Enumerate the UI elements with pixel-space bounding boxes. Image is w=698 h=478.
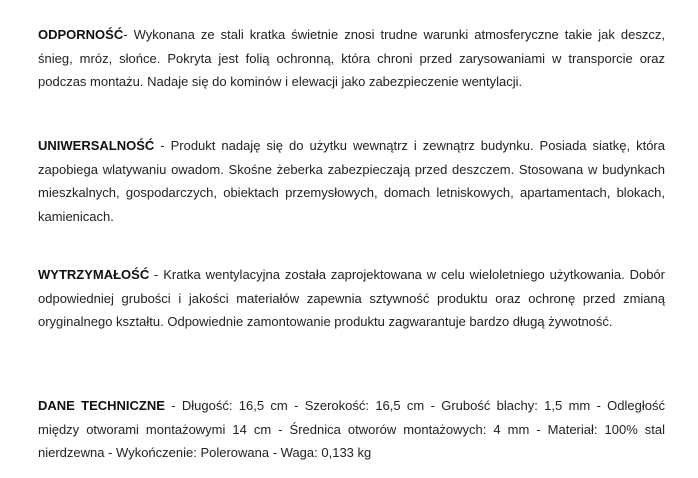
section-body: - Kratka wentylacyjna została zaprojektowana w celu wieloletniego użytkowania. Dobór odpowiedniej grubości i jakości materiałów zapewnia sztywność produktu oraz ochronę przed zmianą oryginalnego kształtu. Odpowiednie zamontowanie produktu zagwarantuje bardzo długą żywotność. xyxy=(38,267,665,329)
section-dane-techniczne xyxy=(38,394,665,465)
section-body: - Produkt nadaję się do użytku wewnątrz i zewnątrz budynku. Posiada siatkę, która zapobiega wlatywaniu owadom. Skośne żeberka zabezpieczają przed deszczem. Stosowana w budynkach mieszkalnych, gospodarczych, obiektach przemysłowych, domach letniskowych, apartamentach, blokach, kamienicach. xyxy=(38,138,665,224)
section-odpornosc xyxy=(38,23,665,94)
section-body: - Długość: 16,5 cm - Szerokość: 16,5 cm - Grubość blachy: 1,5 mm - Odległość między otworami montażowymi 14 cm - Średnica otworów montażowych: 4 mm - Materiał: 100% stal nierdzewna - Wykończenie: Polerowana - Waga: 0,133 kg xyxy=(38,398,665,460)
section-heading: ODPORNOŚĆ xyxy=(38,27,124,42)
section-heading: UNIWERSALNOŚĆ xyxy=(38,138,155,153)
section-body: - Wykonana ze stali kratka świetnie znosi trudne warunki atmosferyczne takie jak deszcz, śnieg, mróz, słońce. Pokryta jest folią ochronną, która chroni przed zarysowaniami w transporcie oraz podczas montażu. Nadaje się do kominów i elewacji jako zabezpieczenie wentylacji. xyxy=(38,27,665,89)
section-wytrzymalosc xyxy=(38,263,665,334)
section-heading: WYTRZYMAŁOŚĆ xyxy=(38,267,150,282)
section-heading: DANE TECHNICZNE xyxy=(38,398,165,413)
section-uniwersalnosc xyxy=(38,134,665,228)
